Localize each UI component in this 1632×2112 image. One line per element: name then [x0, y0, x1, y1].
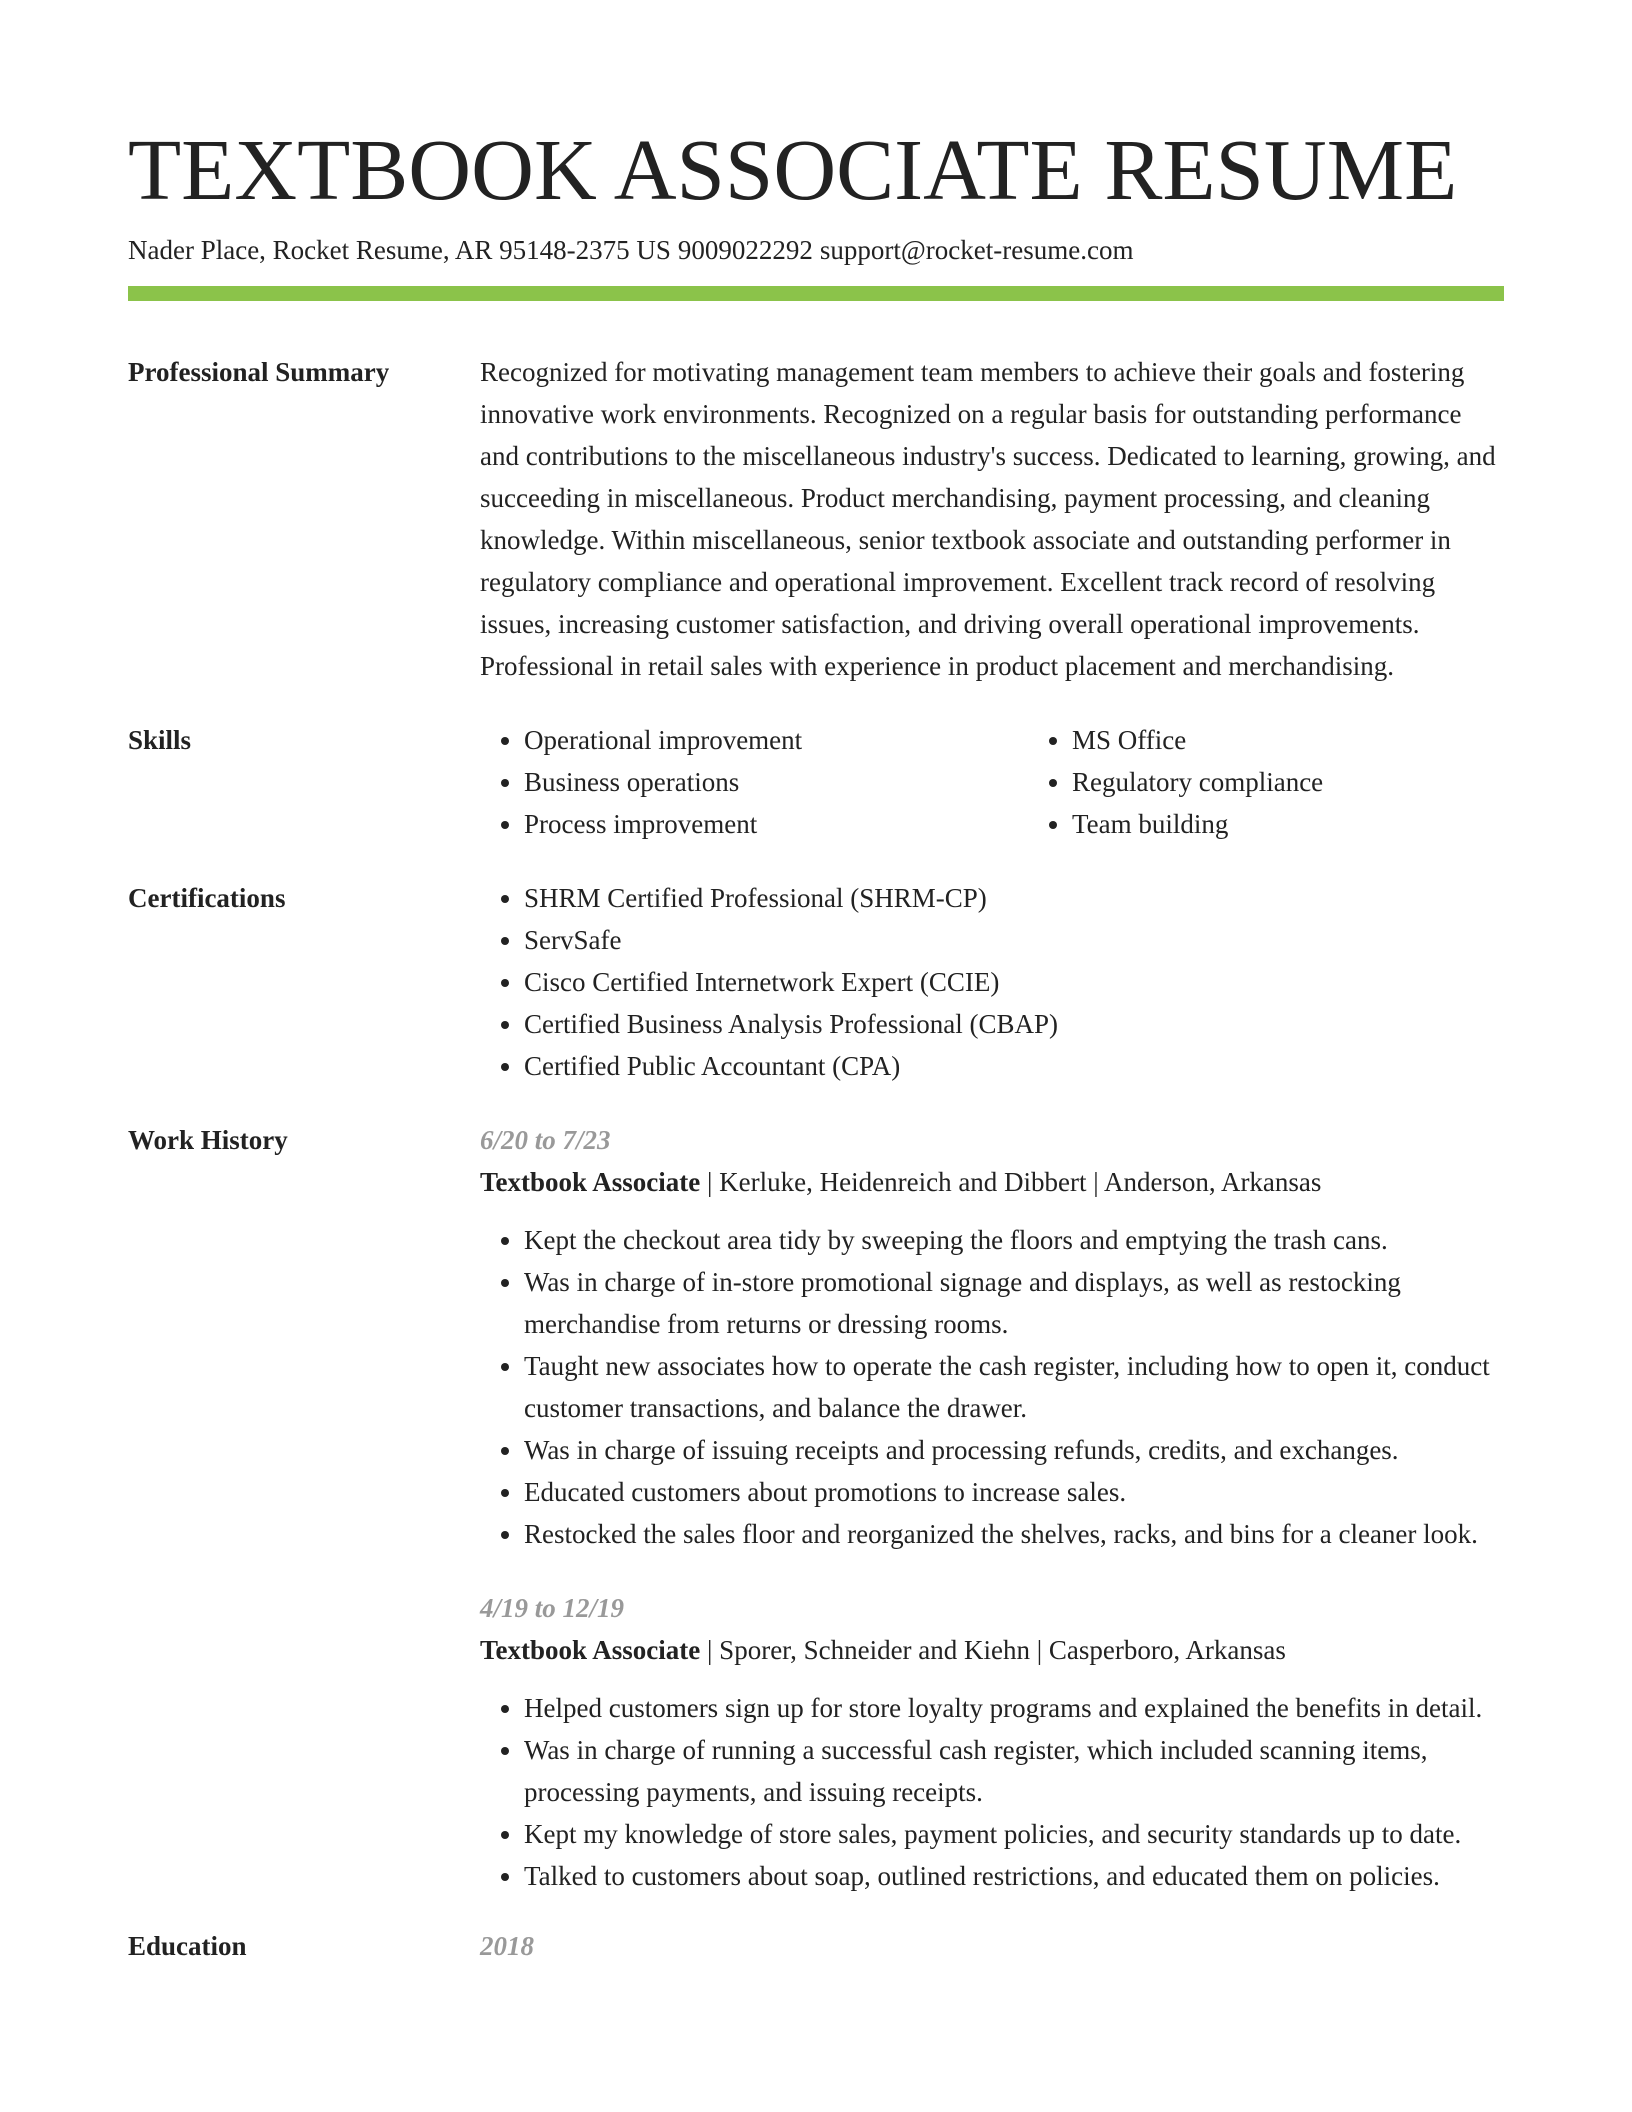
education-section [128, 1925, 1504, 1967]
skill-item: • Process improvement [524, 803, 1028, 845]
education-heading: Education [128, 1931, 247, 1961]
job-bullet: • Talked to customers about soap, outlined restrictions, and educated them on policies. [524, 1855, 1504, 1897]
certifications-list [480, 877, 1504, 1087]
education-date: 2018 [480, 1931, 534, 1961]
contact-email: support@rocket-resume.com [819, 235, 1134, 265]
job-bullet: • Educated customers about promotions to increase sales. [524, 1471, 1504, 1513]
resume-title: TEXTBOOK ASSOCIATE RESUME [128, 121, 1458, 218]
job-bullet: • Was in charge of running a successful cash register, which included scanning items, processing payments, and issuing receipts. [524, 1729, 1504, 1813]
contact-address: Nader Place, Rocket Resume, AR 95148-2375 US [128, 235, 671, 265]
job-bullet: • Restocked the sales floor and reorganized the shelves, racks, and bins for a cleaner look. [524, 1513, 1504, 1555]
summary-section [128, 351, 1504, 687]
skills-section [128, 719, 1504, 845]
job-date: 4/19 to 12/19 [480, 1593, 625, 1623]
job-entry [480, 1587, 1504, 1897]
job-bullet: • Kept the checkout area tidy by sweeping the floors and emptying the trash cans. [524, 1219, 1504, 1261]
skills-list-right [1028, 719, 1576, 845]
certifications-section [128, 877, 1504, 1087]
summary-heading: Professional Summary [128, 357, 390, 387]
skill-item: • Regulatory compliance [1072, 761, 1576, 803]
skills-list-left [480, 719, 1028, 845]
job-employer: | Sporer, Schneider and Kiehn | Casperboro, Arkansas [700, 1635, 1286, 1665]
contact-line [128, 232, 1504, 268]
summary-text: Recognized for motivating management team members to achieve their goals and fostering innovative work environments. Recognized on a regular basis for outstanding performance and contributions to the miscellaneous industry's success. Dedicated to learning, growing, and succeeding in miscellaneous. Product merchandising, payment processing, and cleaning knowledge. Within miscellaneous, senior textbook associate and outstanding performer in regulatory compliance and operational improvement. Excellent track record of resolving issues, increasing customer satisfaction, and driving overall operational improvements. Professional in retail sales with experience in product placement and merchandising. [480, 357, 1496, 681]
job-heading [480, 1161, 1504, 1203]
skill-item: • MS Office [1072, 719, 1576, 761]
job-bullet: • Kept my knowledge of store sales, payment policies, and security standards up to date. [524, 1813, 1504, 1855]
accent-divider [128, 286, 1504, 301]
job-bullet: • Was in charge of issuing receipts and processing refunds, credits, and exchanges. [524, 1429, 1504, 1471]
certification-item: • SHRM Certified Professional (SHRM-CP) [524, 877, 1504, 919]
job-bullets [480, 1687, 1504, 1897]
skill-item: • Team building [1072, 803, 1576, 845]
job-employer: | Kerluke, Heidenreich and Dibbert | Anderson, Arkansas [700, 1167, 1322, 1197]
skill-item: • Business operations [524, 761, 1028, 803]
certification-item: • ServSafe [524, 919, 1504, 961]
certification-item: • Certified Business Analysis Professional (CBAP) [524, 1003, 1504, 1045]
job-title: Textbook Associate [480, 1635, 701, 1665]
work-history-section [128, 1119, 1504, 1897]
job-bullet: • Was in charge of in-store promotional signage and displays, as well as restocking merchandise from returns or dressing rooms. [524, 1261, 1504, 1345]
job-heading [480, 1629, 1504, 1671]
job-entry [480, 1119, 1504, 1555]
skill-item: • Operational improvement [524, 719, 1028, 761]
certification-item: • Cisco Certified Internetwork Expert (CCIE) [524, 961, 1504, 1003]
contact-phone: 9009022292 [677, 235, 813, 265]
certification-item: • Certified Public Accountant (CPA) [524, 1045, 1504, 1087]
job-bullet: • Helped customers sign up for store loyalty programs and explained the benefits in detail. [524, 1687, 1504, 1729]
job-date: 6/20 to 7/23 [480, 1125, 611, 1155]
job-bullets [480, 1219, 1504, 1555]
work-history-heading: Work History [128, 1125, 288, 1155]
job-title: Textbook Associate [480, 1167, 701, 1197]
certifications-heading: Certifications [128, 883, 286, 913]
job-bullet: • Taught new associates how to operate the cash register, including how to open it, conduct customer transactions, and balance the drawer. [524, 1345, 1504, 1429]
skills-heading: Skills [128, 725, 192, 755]
